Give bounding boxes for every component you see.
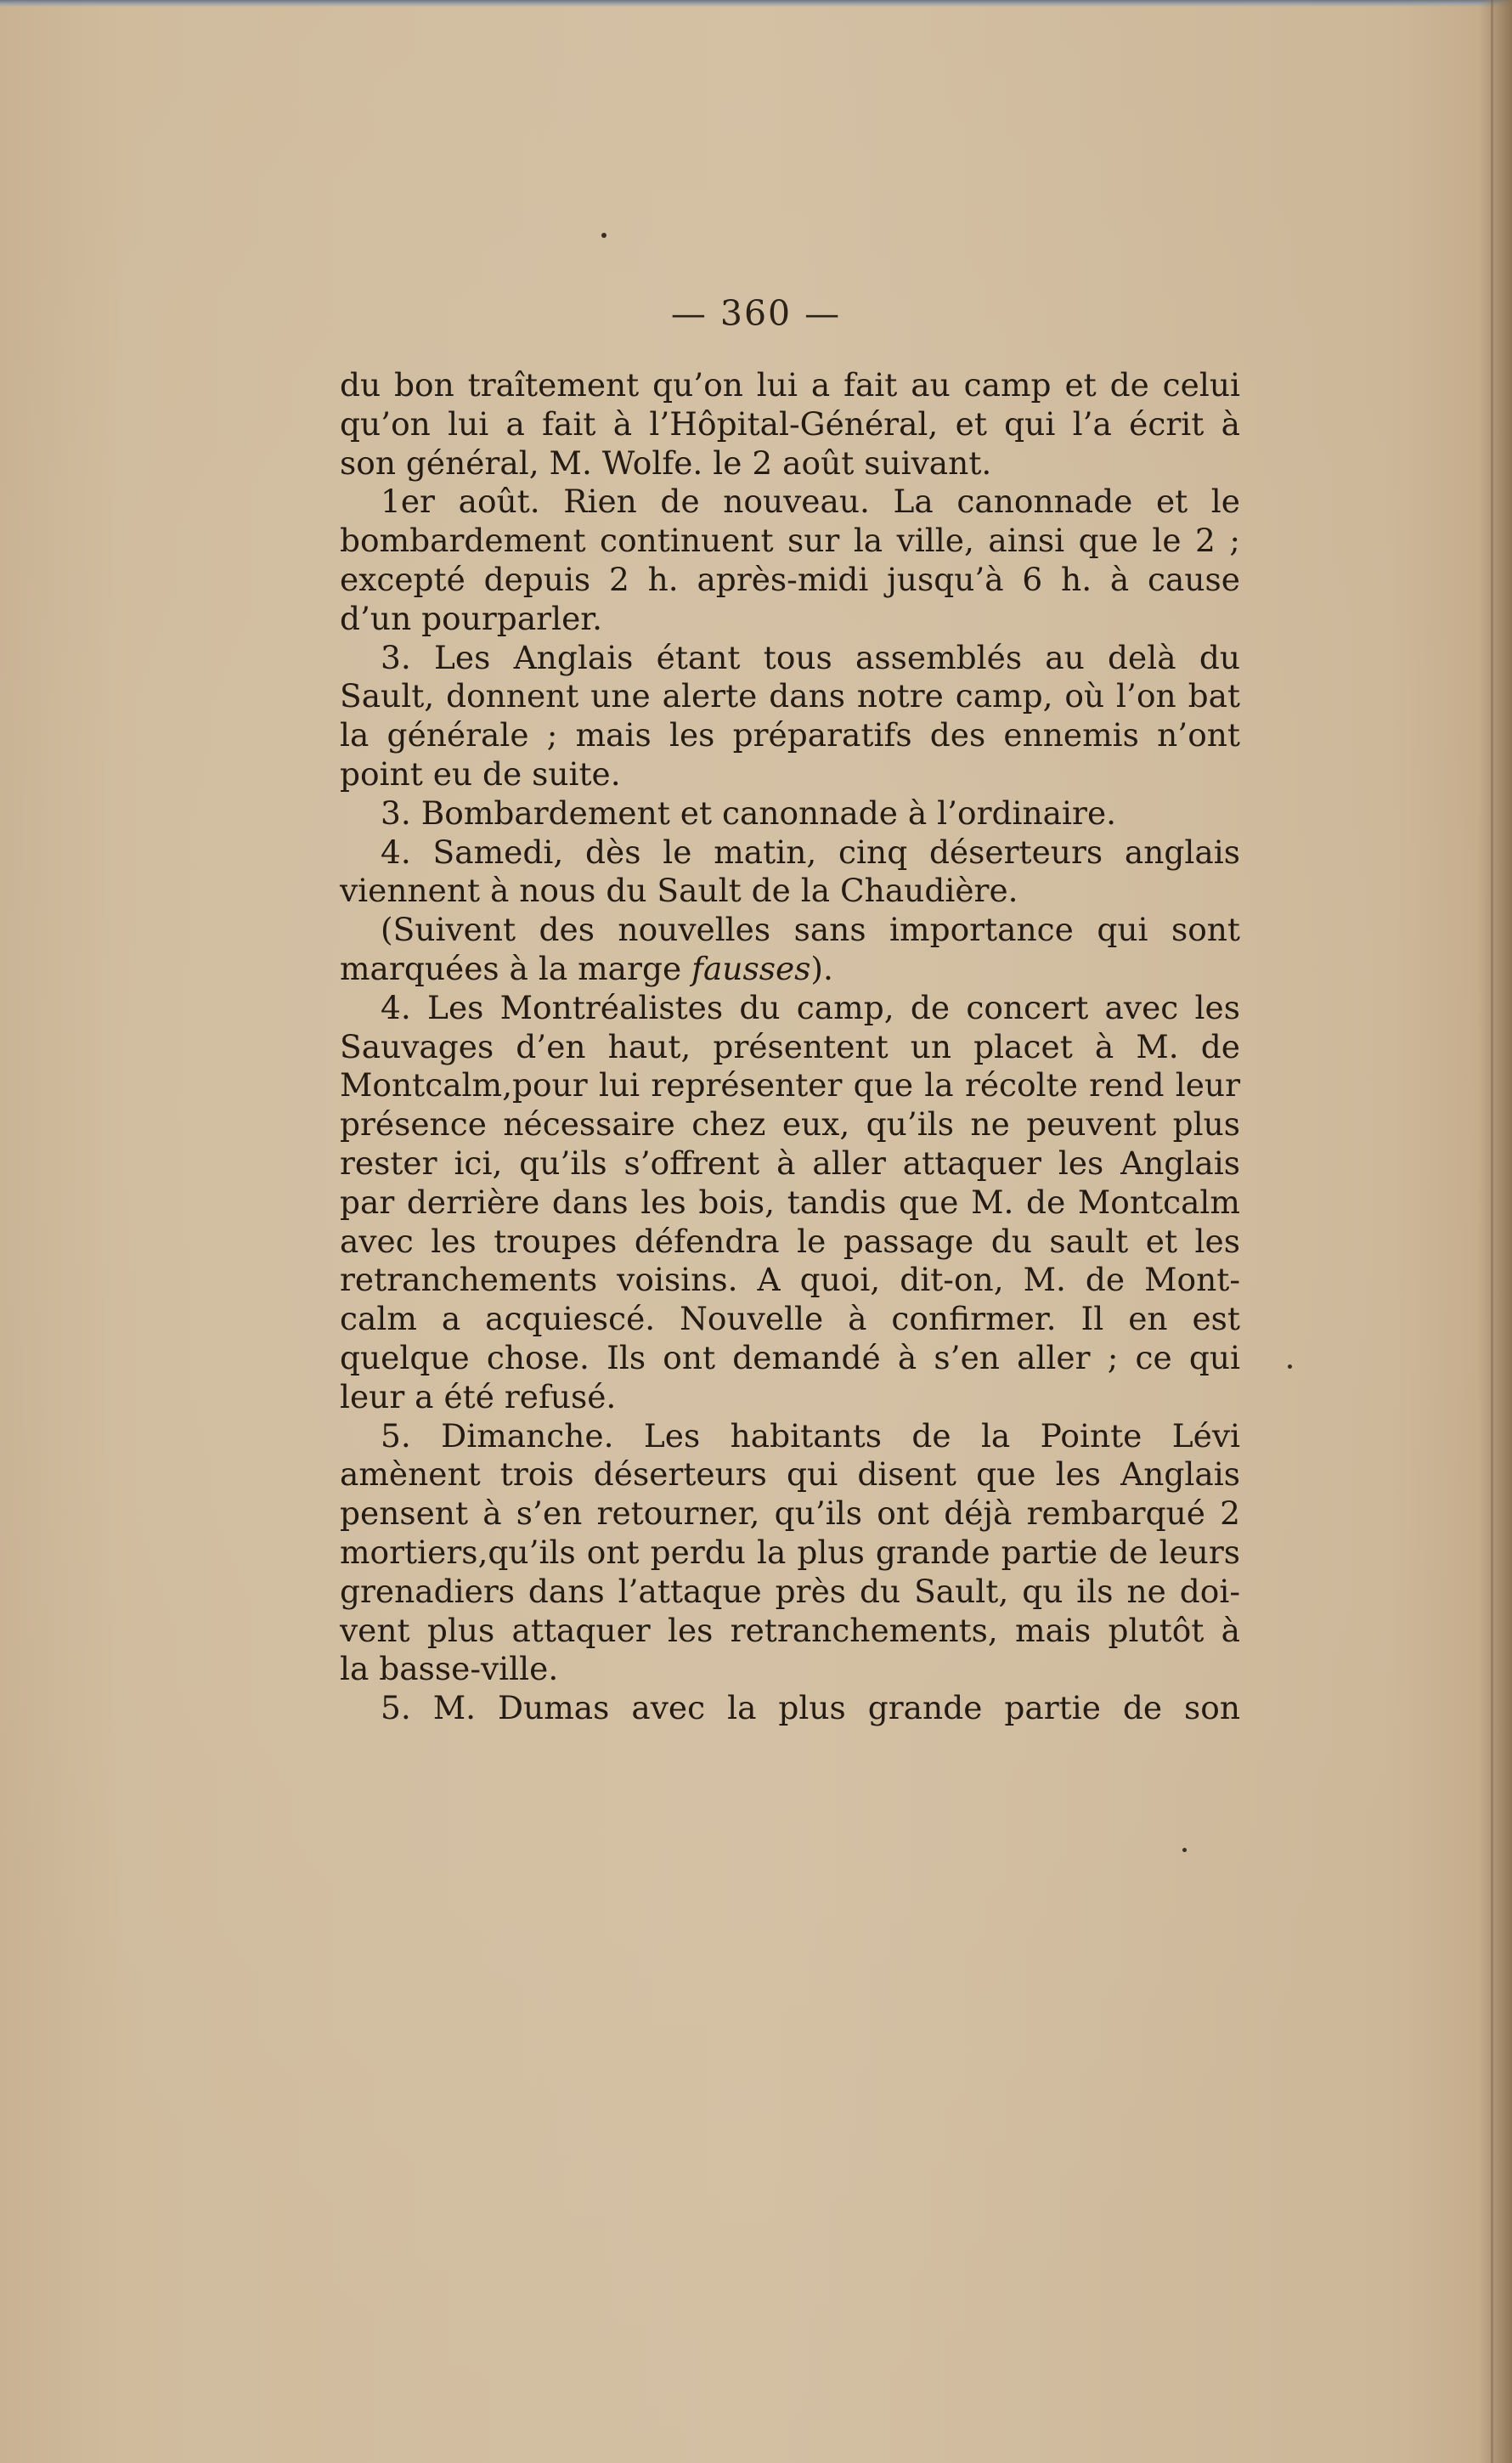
text-line: (Suivent des nouvelles sans importance qui sont — [381, 911, 1240, 949]
page-right-edge-shadow — [1478, 0, 1512, 2463]
text-line: rester ici, qu’ils s’offrent à aller attaquer les Anglais — [340, 1144, 1240, 1182]
ink-speck — [1182, 1848, 1187, 1852]
text-line: bombardement continuent sur la ville, ainsi que le 2 ; — [340, 522, 1240, 560]
text-line: présence nécessaire chez eux, qu’ils ne peuvent plus — [340, 1105, 1240, 1144]
text-line: retranchements voisins. A quoi, dit-on, M. de Mont- — [340, 1261, 1240, 1299]
text-line: Sault, donnent une alerte dans notre camp, où l’on bat — [340, 677, 1240, 715]
text-fragment: marquées à la marge — [340, 949, 682, 987]
text-fragment: ). — [810, 949, 833, 987]
text-line: grenadiers dans l’attaque près du Sault, qu ils ne doi- — [340, 1572, 1240, 1610]
text-line — [340, 950, 1240, 989]
text-line: leur a été refusé. — [340, 1377, 617, 1415]
ink-speck — [1288, 1364, 1292, 1369]
text-line: par derrière dans les bois, tandis que M. de Montcalm — [340, 1183, 1240, 1221]
text-line: 5. M. Dumas avec la plus grande partie de son — [381, 1689, 1240, 1727]
text-line: 5. Dimanche. Les habitants de la Pointe Lévi — [381, 1416, 1240, 1455]
text-line: 4. Samedi, dès le matin, cinq déserteurs anglais — [381, 833, 1240, 871]
text-line: excepté depuis 2 h. après-midi jusqu’à 6 h. à cause — [340, 560, 1240, 598]
text-line: Sauvages d’en haut, présentent un placet à M. de — [340, 1027, 1240, 1065]
text-line: point eu de suite. — [340, 754, 621, 793]
text-line: 3. Bombardement et canonnade à l’ordinaire. — [381, 794, 1117, 832]
text-line: calm a acquiescé. Nouvelle à confirmer. Il en est — [340, 1300, 1240, 1338]
text-line: son général, M. Wolfe. le 2 août suivant. — [340, 443, 992, 482]
text-line: la basse-ville. — [340, 1650, 559, 1688]
body-text — [340, 366, 1240, 1728]
text-line: d’un pourparler. — [340, 599, 603, 637]
text-line: 4. Les Montréalistes du camp, de concert avec les — [381, 988, 1240, 1026]
text-line: avec les troupes défendra le passage du sault et les — [340, 1222, 1240, 1260]
text-line: viennent à nous du Sault de la Chaudière. — [340, 872, 1018, 910]
text-line: pensent à s’en retourner, qu’ils ont déjà rembarqué 2 — [340, 1494, 1240, 1533]
page-number: — 360 — — [670, 293, 842, 334]
text-line: vent plus attaquer les retranchements, mais plutôt à — [340, 1611, 1240, 1649]
text-line: Montcalm,pour lui représenter que la récolte rend leur — [340, 1066, 1240, 1104]
italic-word: fausses — [691, 949, 811, 987]
ink-speck — [601, 233, 606, 238]
text-line: la générale ; mais les préparatifs des ennemis n’ont — [340, 716, 1240, 754]
scan-top-edge — [0, 0, 1512, 7]
page-fold-line — [1491, 0, 1493, 2463]
text-line: qu’on lui a fait à l’Hôpital-Général, et qui l’a écrit à — [340, 404, 1240, 443]
text-line: quelque chose. Ils ont demandé à s’en aller ; ce qui — [340, 1338, 1240, 1376]
text-line: mortiers,qu’ils ont perdu la plus grande partie de leurs — [340, 1533, 1240, 1571]
text-line: amènent trois déserteurs qui disent que les Anglais — [340, 1455, 1240, 1494]
text-line: 3. Les Anglais étant tous assemblés au delà du — [381, 638, 1240, 676]
text-line: 1er août. Rien de nouveau. La canonnade et le — [381, 483, 1240, 521]
text-line: du bon traîtement qu’on lui a fait au camp et de celui — [340, 366, 1240, 404]
